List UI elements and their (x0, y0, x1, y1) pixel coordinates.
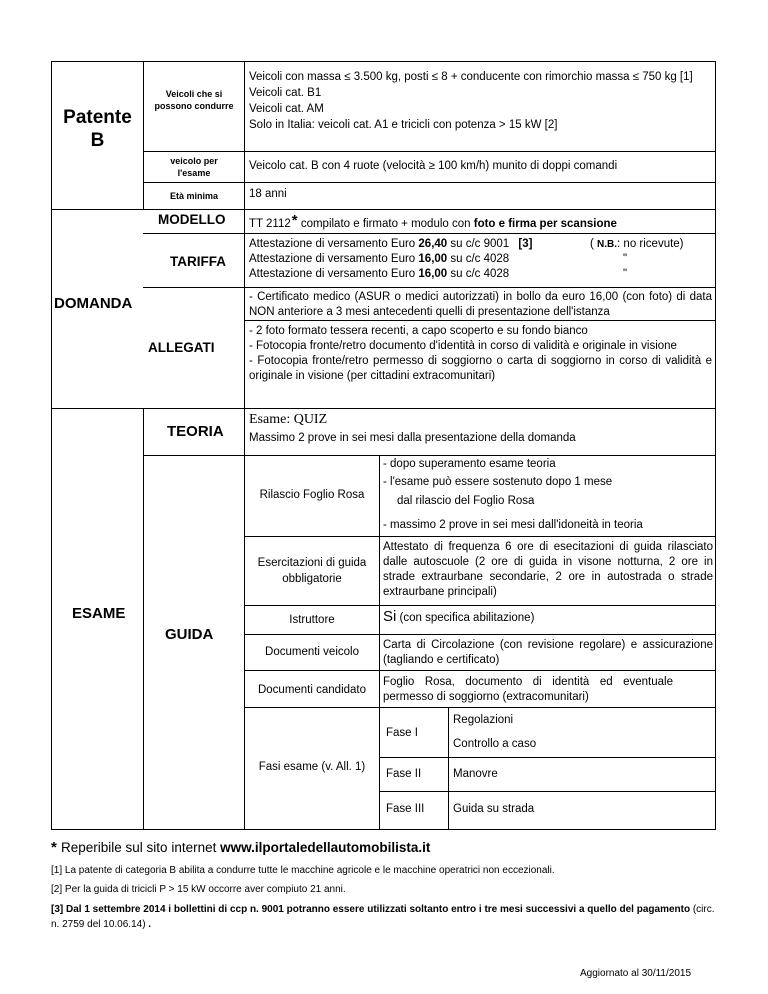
documenti-veicolo-label: Documenti veicolo (265, 646, 359, 658)
documenti-candidato-text: Foglio Rosa, documento di identità ed eventuale permesso di soggiorno (extracomunitari) (383, 676, 673, 703)
tariffa-line-pre: Attestazione di versamento Euro (249, 238, 419, 250)
istruttore-text (383, 609, 534, 626)
veicolo-esame-head: veicolo per l'esame (170, 156, 218, 178)
foglio-rosa-line: - l'esame può essere sostenuto dopo 1 mese (383, 476, 613, 488)
tariffa-amount: 26,40 (418, 238, 448, 250)
footer-star: * (51, 839, 62, 856)
documenti-veicolo-text: Carta di Circolazione (con revisione regolare) e assicurazione (tagliando e certificato) (383, 639, 713, 666)
esercitazioni-text: Attestato di frequenza 6 ore di esecitazioni di guida rilasciato dalle autoscuole (2 ore di guida in visone notturna, 2 ore in strade extraurbane secondarie, 2 ore in autostrada o strade extraurbane principali) (383, 541, 713, 598)
modello-desc: compilato e firmato + modulo con (297, 218, 474, 230)
modello-text (249, 212, 617, 232)
footnote-3-bold: [3] Dal 1 settembre 2014 i bollettini di ccp n. 9001 potranno essere utilizzati soltanto entro i tre mesi successivi a quello del pagamento (51, 904, 691, 915)
foglio-rosa-line: - dopo superamento esame teoria (383, 458, 556, 470)
tariffa-line-post: su c/c 9001 (447, 238, 510, 250)
tariffa-line-post: su c/c 4028 (447, 253, 510, 265)
footnote-3-end: . (145, 919, 152, 930)
allegati-line: - 2 foto formato tessera recenti, a capo scoperto e su fondo bianco (249, 325, 588, 337)
teoria-text: Massimo 2 prove in sei mesi dalla presentazione della domanda (249, 432, 576, 444)
fase-1-step: Controllo a caso (453, 738, 537, 750)
modello-head: MODELLO (158, 212, 226, 227)
esame-label: ESAME (72, 605, 126, 622)
fase-3-step: Guida su strada (453, 803, 535, 815)
tariffa-head: TARIFFA (170, 254, 226, 269)
patente-label-line-2: B (90, 130, 105, 151)
tariffa-note-rest: : no ricevute) (617, 238, 684, 250)
teoria-title: Esame: QUIZ (249, 412, 328, 427)
veicoli-head: Veicoli che si possono condurre (154, 89, 234, 111)
veicoli-line: Veicoli cat. B1 (249, 87, 322, 99)
fase-1-step: Regolazioni (453, 714, 514, 726)
istruttore-desc: (con specifica abilitazione) (396, 612, 535, 624)
modello-desc-bold: foto e firma per scansione (473, 218, 617, 230)
allegati-head: ALLEGATI (148, 340, 215, 355)
tariffa-lines (249, 237, 532, 282)
allegati-certificato: - Certificato medico (ASUR o medici autorizzati) in bollo da euro 16,00 (con foto) di data NON anteriore a 3 mesi antecedenti quelli di presentazione dell'istanza (249, 291, 712, 318)
veicolo-esame-text: Veicolo cat. B con 4 ruote (velocità ≥ 100 km/h) munito di doppi comandi (249, 160, 618, 172)
foglio-rosa-line: dal rilascio del Foglio Rosa (397, 495, 535, 507)
fase-2-step: Manovre (453, 768, 498, 780)
veicoli-content (249, 70, 711, 133)
footnote-3-ref: (circ. n. 2759 del 10.06.14) (51, 904, 715, 930)
tariffa-amount: 16,00 (418, 253, 448, 265)
tariffa-line (249, 252, 532, 267)
modello-star: * (291, 212, 298, 229)
updated-date: Aggiornato al 30/11/2015 (580, 968, 692, 979)
fasi-label: Fasi esame (v. All. 1) (258, 761, 366, 773)
patente-label (52, 106, 143, 152)
tariffa-note-nb: N.B. (597, 239, 618, 250)
footnote-1: [1] La patente di categoria B abilita a condurre tutte le macchine agricole e le macchine operatrici non eccezionali. (51, 865, 555, 876)
footer-site (51, 839, 430, 857)
tariffa-ditto: " (623, 253, 628, 265)
fase-1-label: Fase I (386, 727, 418, 739)
footnote-3 (51, 902, 716, 932)
domanda-label: DOMANDA (54, 295, 133, 312)
tariffa-ref: [3] (518, 238, 533, 250)
documenti-candidato-label: Documenti candidato (257, 684, 367, 696)
foglio-rosa-line: - massimo 2 prove in sei mesi dall'idoneità in teoria (383, 519, 643, 531)
veicoli-line: Veicoli cat. AM (249, 103, 324, 115)
eta-minima-head: Età minima (169, 191, 218, 201)
esercitazioni-label (245, 555, 379, 587)
tariffa-line-post: su c/c 4028 (447, 268, 510, 280)
footer-site-url[interactable]: www.ilportaledellautomobilista.it (220, 840, 431, 855)
tariffa-line (249, 267, 532, 282)
veicoli-line: Solo in Italia: veicoli cat. A1 e tricicli con potenza > 15 kW [2] (249, 119, 558, 131)
foglio-rosa-label: Rilascio Foglio Rosa (259, 489, 365, 501)
modello-code: TT 2112 (249, 218, 291, 230)
guida-head: GUIDA (165, 626, 214, 643)
tariffa-line (249, 237, 532, 252)
tariffa-line-pre: Attestazione di versamento Euro (249, 268, 419, 280)
fase-3-label: Fase III (386, 803, 425, 815)
allegati-documenti (249, 324, 712, 384)
istruttore-label: Istruttore (289, 614, 335, 626)
teoria-head: TEORIA (167, 423, 224, 440)
istruttore-si: Si (383, 608, 397, 625)
tariffa-ditto: " (623, 268, 628, 280)
esercitazioni-label-line: Esercitazioni di guida (257, 557, 367, 569)
tariffa-note-open: ( (590, 238, 598, 250)
allegati-line: - Fotocopia fronte/retro permesso di soggiorno o carta di soggiorno in corso di validità e originale in visione (per cittadini extracomunitari) (249, 355, 712, 382)
esercitazioni-label-line: obbligatorie (282, 573, 342, 585)
fase-2-label: Fase II (386, 768, 422, 780)
tariffa-note (590, 237, 684, 252)
footer-site-pre: Reperibile sul sito internet (61, 840, 221, 855)
eta-minima-text: 18 anni (249, 188, 287, 200)
footnote-2: [2] Per la guida di tricicli P > 15 kW occorre aver compiuto 21 anni. (51, 884, 346, 895)
tariffa-line-pre: Attestazione di versamento Euro (249, 253, 419, 265)
patente-label-line-1: Patente (63, 107, 132, 128)
veicoli-line: Veicoli con massa ≤ 3.500 kg, posti ≤ 8 + conducente con rimorchio massa ≤ 750 kg [1] (249, 71, 693, 83)
tariffa-amount: 16,00 (418, 268, 448, 280)
allegati-line: - Fotocopia fronte/retro documento d'identità in corso di validità e originale in visione (249, 340, 677, 352)
